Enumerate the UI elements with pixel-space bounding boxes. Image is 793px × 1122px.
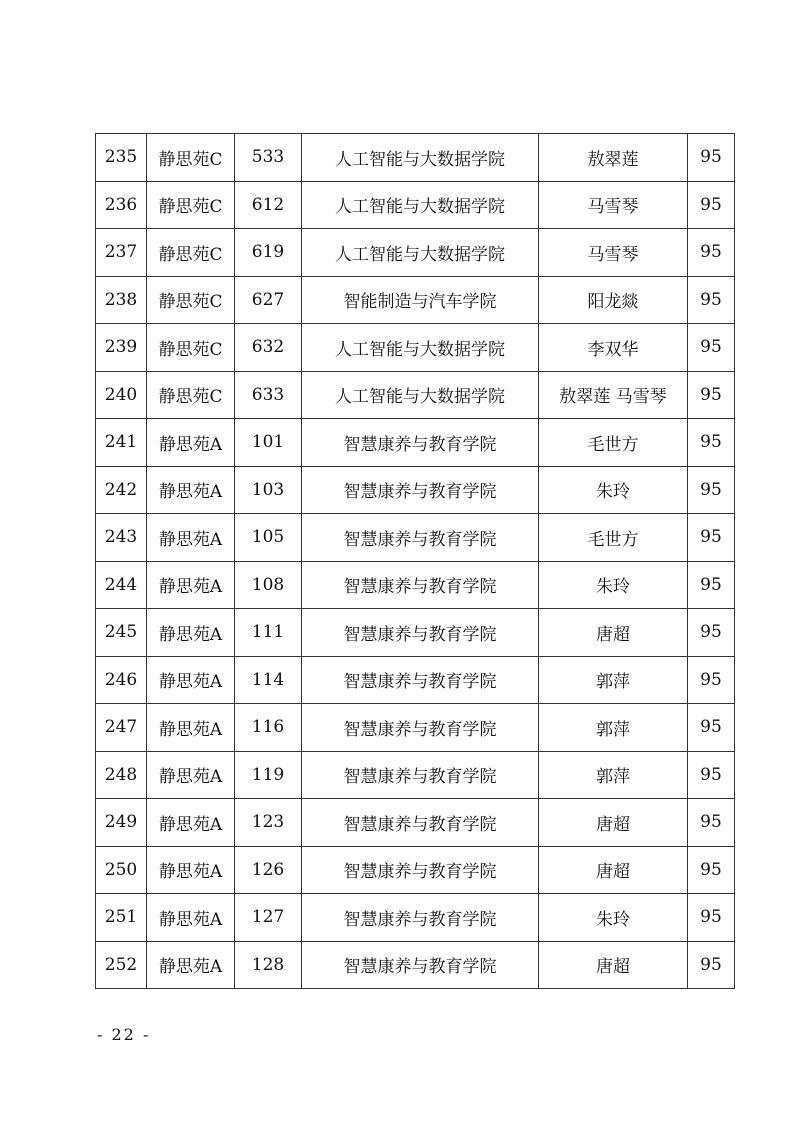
room-number-cell: 612: [235, 181, 302, 229]
score-cell: 95: [688, 419, 735, 467]
teacher-cell: 阳龙燚: [539, 276, 688, 324]
building-cell: 静思苑C: [147, 181, 235, 229]
college-cell: 智慧康养与教育学院: [302, 656, 539, 704]
college-cell: 智能制造与汽车学院: [302, 276, 539, 324]
college-cell: 智慧康养与教育学院: [302, 894, 539, 942]
building-cell: 静思苑C: [147, 324, 235, 372]
college-cell: 人工智能与大数据学院: [302, 324, 539, 372]
table-row: [96, 941, 735, 989]
score-cell: 95: [688, 371, 735, 419]
college-cell: 智慧康养与教育学院: [302, 846, 539, 894]
dormitory-score-table: [95, 133, 735, 989]
row-number-cell: 242: [96, 466, 147, 514]
table-row: [96, 609, 735, 657]
building-cell: 静思苑A: [147, 704, 235, 752]
score-cell: 95: [688, 751, 735, 799]
college-cell: 智慧康养与教育学院: [302, 941, 539, 989]
table-row: [96, 799, 735, 847]
score-cell: 95: [688, 134, 735, 182]
room-number-cell: 126: [235, 846, 302, 894]
table-row: [96, 324, 735, 372]
row-number-cell: 237: [96, 229, 147, 277]
building-cell: 静思苑C: [147, 276, 235, 324]
row-number-cell: 248: [96, 751, 147, 799]
score-cell: 95: [688, 846, 735, 894]
room-number-cell: 128: [235, 941, 302, 989]
college-cell: 人工智能与大数据学院: [302, 181, 539, 229]
teacher-cell: 马雪琴: [539, 181, 688, 229]
teacher-cell: 唐超: [539, 941, 688, 989]
row-number-cell: 247: [96, 704, 147, 752]
row-number-cell: 249: [96, 799, 147, 847]
score-cell: 95: [688, 466, 735, 514]
score-cell: 95: [688, 609, 735, 657]
building-cell: 静思苑A: [147, 561, 235, 609]
college-cell: 人工智能与大数据学院: [302, 371, 539, 419]
row-number-cell: 252: [96, 941, 147, 989]
building-cell: 静思苑C: [147, 229, 235, 277]
row-number-cell: 244: [96, 561, 147, 609]
score-cell: 95: [688, 181, 735, 229]
teacher-cell: 毛世方: [539, 419, 688, 467]
room-number-cell: 533: [235, 134, 302, 182]
room-number-cell: 123: [235, 799, 302, 847]
teacher-cell: 敖翠莲 马雪琴: [539, 371, 688, 419]
college-cell: 智慧康养与教育学院: [302, 419, 539, 467]
building-cell: 静思苑A: [147, 846, 235, 894]
teacher-cell: 唐超: [539, 799, 688, 847]
table-row: [96, 419, 735, 467]
building-cell: 静思苑A: [147, 466, 235, 514]
table-row: [96, 466, 735, 514]
room-number-cell: 619: [235, 229, 302, 277]
row-number-cell: 236: [96, 181, 147, 229]
score-cell: 95: [688, 561, 735, 609]
row-number-cell: 246: [96, 656, 147, 704]
table-row: [96, 561, 735, 609]
teacher-cell: 唐超: [539, 846, 688, 894]
college-cell: 智慧康养与教育学院: [302, 609, 539, 657]
score-cell: 95: [688, 229, 735, 277]
teacher-cell: 敖翠莲: [539, 134, 688, 182]
table-row: [96, 371, 735, 419]
room-number-cell: 633: [235, 371, 302, 419]
teacher-cell: 郭萍: [539, 656, 688, 704]
room-number-cell: 103: [235, 466, 302, 514]
row-number-cell: 251: [96, 894, 147, 942]
room-number-cell: 111: [235, 609, 302, 657]
score-cell: 95: [688, 704, 735, 752]
building-cell: 静思苑C: [147, 134, 235, 182]
college-cell: 智慧康养与教育学院: [302, 466, 539, 514]
building-cell: 静思苑A: [147, 656, 235, 704]
teacher-cell: 郭萍: [539, 751, 688, 799]
room-number-cell: 127: [235, 894, 302, 942]
score-cell: 95: [688, 941, 735, 989]
row-number-cell: 238: [96, 276, 147, 324]
table-body: [96, 134, 735, 989]
score-cell: 95: [688, 276, 735, 324]
row-number-cell: 241: [96, 419, 147, 467]
table-row: [96, 894, 735, 942]
table-row: [96, 229, 735, 277]
score-cell: 95: [688, 894, 735, 942]
building-cell: 静思苑C: [147, 371, 235, 419]
table-row: [96, 514, 735, 562]
table-row: [96, 751, 735, 799]
college-cell: 人工智能与大数据学院: [302, 134, 539, 182]
college-cell: 智慧康养与教育学院: [302, 704, 539, 752]
college-cell: 智慧康养与教育学院: [302, 514, 539, 562]
building-cell: 静思苑A: [147, 894, 235, 942]
college-cell: 智慧康养与教育学院: [302, 799, 539, 847]
row-number-cell: 240: [96, 371, 147, 419]
table-row: [96, 134, 735, 182]
table-row: [96, 181, 735, 229]
row-number-cell: 243: [96, 514, 147, 562]
building-cell: 静思苑A: [147, 514, 235, 562]
row-number-cell: 239: [96, 324, 147, 372]
score-cell: 95: [688, 514, 735, 562]
row-number-cell: 245: [96, 609, 147, 657]
teacher-cell: 马雪琴: [539, 229, 688, 277]
teacher-cell: 李双华: [539, 324, 688, 372]
building-cell: 静思苑A: [147, 419, 235, 467]
teacher-cell: 郭萍: [539, 704, 688, 752]
room-number-cell: 114: [235, 656, 302, 704]
teacher-cell: 朱玲: [539, 894, 688, 942]
college-cell: 人工智能与大数据学院: [302, 229, 539, 277]
row-number-cell: 250: [96, 846, 147, 894]
page-number: - 22 -: [97, 1025, 151, 1044]
teacher-cell: 唐超: [539, 609, 688, 657]
row-number-cell: 235: [96, 134, 147, 182]
teacher-cell: 朱玲: [539, 466, 688, 514]
teacher-cell: 朱玲: [539, 561, 688, 609]
college-cell: 智慧康养与教育学院: [302, 561, 539, 609]
building-cell: 静思苑A: [147, 751, 235, 799]
table-row: [96, 656, 735, 704]
room-number-cell: 105: [235, 514, 302, 562]
score-cell: 95: [688, 799, 735, 847]
score-cell: 95: [688, 324, 735, 372]
teacher-cell: 毛世方: [539, 514, 688, 562]
room-number-cell: 101: [235, 419, 302, 467]
college-cell: 智慧康养与教育学院: [302, 751, 539, 799]
table-row: [96, 704, 735, 752]
score-cell: 95: [688, 656, 735, 704]
room-number-cell: 108: [235, 561, 302, 609]
building-cell: 静思苑A: [147, 609, 235, 657]
room-number-cell: 627: [235, 276, 302, 324]
room-number-cell: 632: [235, 324, 302, 372]
table-row: [96, 276, 735, 324]
table-row: [96, 846, 735, 894]
building-cell: 静思苑A: [147, 941, 235, 989]
room-number-cell: 116: [235, 704, 302, 752]
building-cell: 静思苑A: [147, 799, 235, 847]
room-number-cell: 119: [235, 751, 302, 799]
